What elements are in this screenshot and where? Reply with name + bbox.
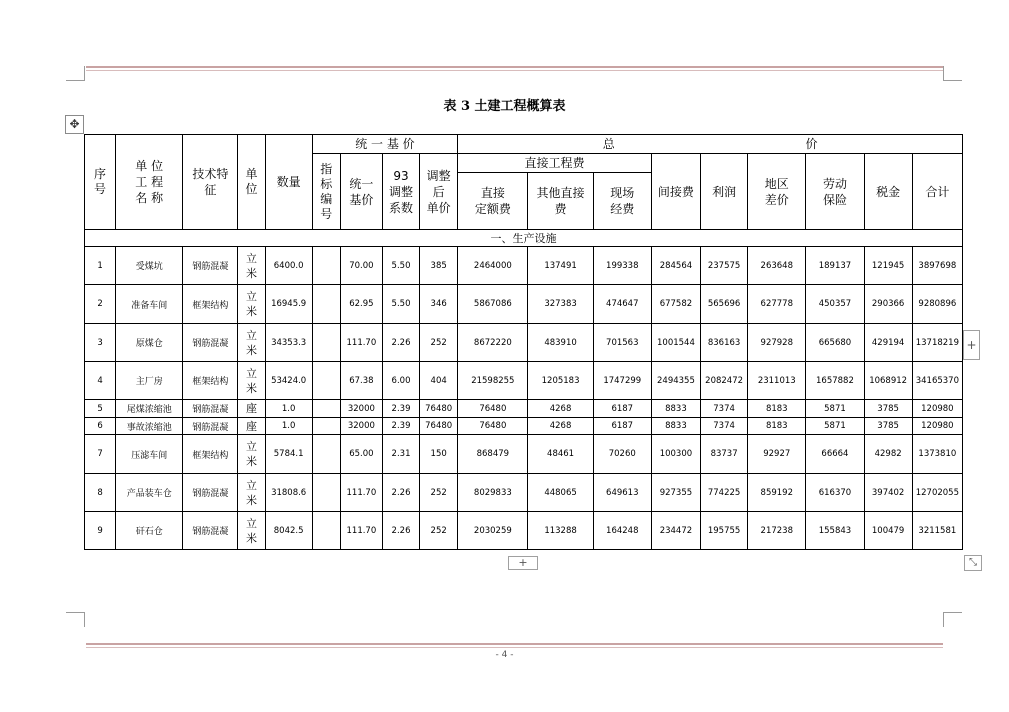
footer-rule — [86, 643, 943, 648]
cell-profit: 195755 — [701, 512, 748, 550]
header-profit: 利润 — [701, 154, 748, 230]
cell-qty: 5784.1 — [265, 435, 312, 474]
cell-tech: 钢筋混凝 — [183, 418, 238, 435]
section-heading: 一、生产设施 — [85, 230, 963, 247]
cell-index — [312, 247, 340, 285]
cell-adj: 252 — [420, 324, 458, 362]
cell-labor: 5871 — [806, 400, 864, 418]
cell-tax: 3785 — [864, 418, 912, 435]
cell-coef: 2.26 — [382, 474, 419, 512]
cell-name: 压滤车间 — [116, 435, 183, 474]
cell-adj: 404 — [420, 362, 458, 400]
cell-name: 尾煤浓缩池 — [116, 400, 183, 418]
cell-profit: 7374 — [701, 418, 748, 435]
cell-profit: 83737 — [701, 435, 748, 474]
table-row — [85, 418, 963, 435]
cell-tax: 397402 — [864, 474, 912, 512]
header-total-price: 总 价 — [458, 135, 963, 154]
cell-quota: 76480 — [458, 418, 528, 435]
cell-index — [312, 512, 340, 550]
cell-site: 701563 — [593, 324, 651, 362]
cell-quota: 868479 — [458, 435, 528, 474]
cell-region: 927928 — [748, 324, 806, 362]
cell-coef: 5.50 — [382, 247, 419, 285]
cell-unit: 立米 — [238, 285, 265, 324]
cell-adj: 252 — [420, 474, 458, 512]
cell-profit: 836163 — [701, 324, 748, 362]
cell-indirect: 8833 — [651, 418, 700, 435]
cell-site: 649613 — [593, 474, 651, 512]
cell-adj: 150 — [420, 435, 458, 474]
header-tech: 技术特征 — [183, 135, 238, 230]
cell-adj: 346 — [420, 285, 458, 324]
cell-tech: 钢筋混凝 — [183, 474, 238, 512]
cell-total: 13718219 — [912, 324, 962, 362]
cell-region: 627778 — [748, 285, 806, 324]
cell-tax: 1068912 — [864, 362, 912, 400]
cell-unit: 立米 — [238, 362, 265, 400]
cell-name: 主厂房 — [116, 362, 183, 400]
cell-profit: 7374 — [701, 400, 748, 418]
cell-base: 111.70 — [340, 512, 382, 550]
header-other-direct: 其他直接 费 — [528, 173, 593, 230]
cell-no: 6 — [85, 418, 116, 435]
cell-indirect: 1001544 — [651, 324, 700, 362]
cell-tax: 290366 — [864, 285, 912, 324]
cell-other: 113288 — [528, 512, 593, 550]
cell-quota: 2464000 — [458, 247, 528, 285]
cell-unit: 立米 — [238, 324, 265, 362]
cell-labor: 189137 — [806, 247, 864, 285]
cell-indirect: 677582 — [651, 285, 700, 324]
cell-no: 9 — [85, 512, 116, 550]
cell-profit: 774225 — [701, 474, 748, 512]
cell-indirect: 8833 — [651, 400, 700, 418]
table-row — [85, 400, 963, 418]
cell-site: 199338 — [593, 247, 651, 285]
cell-tech: 框架结构 — [183, 285, 238, 324]
cell-other: 4268 — [528, 400, 593, 418]
cell-tax: 3785 — [864, 400, 912, 418]
cell-site: 6187 — [593, 418, 651, 435]
cell-region: 8183 — [748, 418, 806, 435]
table-resize-handle-icon[interactable]: ⤡ — [964, 555, 982, 571]
cell-total: 9280896 — [912, 285, 962, 324]
cell-quota: 21598255 — [458, 362, 528, 400]
cell-adj: 76480 — [420, 400, 458, 418]
cell-labor: 450357 — [806, 285, 864, 324]
cell-total: 120980 — [912, 418, 962, 435]
page-number: - 4 - — [495, 650, 514, 660]
table-row — [85, 435, 963, 474]
cell-qty: 31808.6 — [265, 474, 312, 512]
cell-no: 4 — [85, 362, 116, 400]
cell-base: 32000 — [340, 400, 382, 418]
cell-total: 3211581 — [912, 512, 962, 550]
header-index-no: 指标编号 — [312, 154, 340, 230]
cell-unit: 座 — [238, 418, 265, 435]
cell-tech: 钢筋混凝 — [183, 247, 238, 285]
cell-name: 产品装车仓 — [116, 474, 183, 512]
header-site-fee: 现场 经费 — [593, 173, 651, 230]
cell-index — [312, 285, 340, 324]
cell-site: 1747299 — [593, 362, 651, 400]
cell-base: 65.00 — [340, 435, 382, 474]
header-total: 合计 — [912, 154, 962, 230]
header-indirect: 间接费 — [651, 154, 700, 230]
cell-unit: 立米 — [238, 247, 265, 285]
cell-qty: 34353.3 — [265, 324, 312, 362]
cell-other: 1205183 — [528, 362, 593, 400]
cell-name: 受煤坑 — [116, 247, 183, 285]
cell-indirect: 2494355 — [651, 362, 700, 400]
cell-region: 92927 — [748, 435, 806, 474]
cell-tax: 121945 — [864, 247, 912, 285]
header-seq: 序号 — [85, 135, 116, 230]
cell-base: 111.70 — [340, 474, 382, 512]
cell-name: 矸石仓 — [116, 512, 183, 550]
cell-coef: 5.50 — [382, 285, 419, 324]
cell-coef: 2.26 — [382, 324, 419, 362]
cell-tech: 钢筋混凝 — [183, 400, 238, 418]
cell-labor: 1657882 — [806, 362, 864, 400]
add-row-button[interactable]: + — [508, 556, 538, 570]
cell-site: 164248 — [593, 512, 651, 550]
cell-index — [312, 362, 340, 400]
cell-unit: 立米 — [238, 435, 265, 474]
cell-tax: 100479 — [864, 512, 912, 550]
header-rule — [86, 66, 943, 71]
table-move-handle-icon[interactable]: ✥ — [65, 115, 84, 134]
cell-indirect: 927355 — [651, 474, 700, 512]
cell-labor: 155843 — [806, 512, 864, 550]
header-project: 单 位 工 程 名 称 — [116, 135, 183, 230]
header-tax: 税金 — [864, 154, 912, 230]
cell-quota: 8672220 — [458, 324, 528, 362]
cell-coef: 6.00 — [382, 362, 419, 400]
cell-qty: 1.0 — [265, 418, 312, 435]
cell-adj: 385 — [420, 247, 458, 285]
margin-corner-top-right — [943, 66, 962, 81]
cell-qty: 6400.0 — [265, 247, 312, 285]
cell-tax: 42982 — [864, 435, 912, 474]
cell-site: 6187 — [593, 400, 651, 418]
header-direct-cost: 直接工程费 — [458, 154, 652, 173]
cell-total: 1373810 — [912, 435, 962, 474]
cell-qty: 53424.0 — [265, 362, 312, 400]
cell-tech: 钢筋混凝 — [183, 324, 238, 362]
table-body — [85, 247, 963, 550]
cell-indirect: 284564 — [651, 247, 700, 285]
table-row — [85, 285, 963, 324]
cell-index — [312, 474, 340, 512]
cell-site: 70260 — [593, 435, 651, 474]
cell-region: 217238 — [748, 512, 806, 550]
cell-no: 5 — [85, 400, 116, 418]
cell-name: 原煤仓 — [116, 324, 183, 362]
table-row — [85, 512, 963, 550]
cell-tech: 框架结构 — [183, 435, 238, 474]
cell-total: 12702055 — [912, 474, 962, 512]
cell-quota: 8029833 — [458, 474, 528, 512]
cell-other: 137491 — [528, 247, 593, 285]
cell-name: 事故浓缩池 — [116, 418, 183, 435]
estimate-table — [84, 134, 963, 550]
header-direct-quota: 直接 定额费 — [458, 173, 528, 230]
cell-region: 2311013 — [748, 362, 806, 400]
table-row — [85, 324, 963, 362]
margin-corner-bottom-left — [66, 612, 85, 627]
cell-other: 448065 — [528, 474, 593, 512]
cell-coef: 2.39 — [382, 400, 419, 418]
cell-qty: 16945.9 — [265, 285, 312, 324]
cell-index — [312, 400, 340, 418]
cell-no: 1 — [85, 247, 116, 285]
cell-coef: 2.31 — [382, 435, 419, 474]
cell-no: 8 — [85, 474, 116, 512]
cell-indirect: 234472 — [651, 512, 700, 550]
header-unified-base: 统一 基价 — [340, 154, 382, 230]
cell-labor: 616370 — [806, 474, 864, 512]
cell-other: 48461 — [528, 435, 593, 474]
table-row — [85, 474, 963, 512]
cell-profit: 565696 — [701, 285, 748, 324]
cell-site: 474647 — [593, 285, 651, 324]
cell-index — [312, 418, 340, 435]
cell-unit: 座 — [238, 400, 265, 418]
cell-base: 70.00 — [340, 247, 382, 285]
header-region-diff: 地区 差价 — [748, 154, 806, 230]
cell-tax: 429194 — [864, 324, 912, 362]
cell-unit: 立米 — [238, 512, 265, 550]
cell-total: 34165370 — [912, 362, 962, 400]
cell-quota: 76480 — [458, 400, 528, 418]
cell-tech: 钢筋混凝 — [183, 512, 238, 550]
cell-name: 准备车间 — [116, 285, 183, 324]
cell-profit: 2082472 — [701, 362, 748, 400]
cell-base: 111.70 — [340, 324, 382, 362]
header-unit: 单位 — [238, 135, 265, 230]
cell-coef: 2.39 — [382, 418, 419, 435]
cell-other: 4268 — [528, 418, 593, 435]
cell-other: 483910 — [528, 324, 593, 362]
cell-labor: 665680 — [806, 324, 864, 362]
header-unified-price: 统 一 基 价 — [312, 135, 458, 154]
cell-coef: 2.26 — [382, 512, 419, 550]
header-adj-coef: 93 调整 系数 — [382, 154, 419, 230]
cell-profit: 237575 — [701, 247, 748, 285]
cell-labor: 5871 — [806, 418, 864, 435]
cell-total: 120980 — [912, 400, 962, 418]
cell-quota: 2030259 — [458, 512, 528, 550]
cell-region: 8183 — [748, 400, 806, 418]
cell-tech: 框架结构 — [183, 362, 238, 400]
cell-no: 2 — [85, 285, 116, 324]
cell-base: 62.95 — [340, 285, 382, 324]
cell-no: 3 — [85, 324, 116, 362]
cell-indirect: 100300 — [651, 435, 700, 474]
header-labor-ins: 劳动 保险 — [806, 154, 864, 230]
cell-qty: 1.0 — [265, 400, 312, 418]
cell-adj: 76480 — [420, 418, 458, 435]
cell-no: 7 — [85, 435, 116, 474]
cell-index — [312, 435, 340, 474]
table-title: 表 3 土建工程概算表 — [443, 99, 566, 114]
cell-other: 327383 — [528, 285, 593, 324]
table-row — [85, 247, 963, 285]
cell-unit: 立米 — [238, 474, 265, 512]
margin-corner-bottom-right — [943, 612, 962, 627]
cell-index — [312, 324, 340, 362]
cell-adj: 252 — [420, 512, 458, 550]
cell-qty: 8042.5 — [265, 512, 312, 550]
cell-labor: 66664 — [806, 435, 864, 474]
cell-total: 3897698 — [912, 247, 962, 285]
cell-region: 263648 — [748, 247, 806, 285]
cell-base: 32000 — [340, 418, 382, 435]
cell-quota: 5867086 — [458, 285, 528, 324]
header-adj-price: 调整 后 单价 — [420, 154, 458, 230]
add-column-button[interactable]: + — [963, 330, 980, 360]
cell-region: 859192 — [748, 474, 806, 512]
cell-base: 67.38 — [340, 362, 382, 400]
header-qty: 数量 — [265, 135, 312, 230]
margin-corner-top-left — [66, 66, 85, 81]
table-row — [85, 362, 963, 400]
